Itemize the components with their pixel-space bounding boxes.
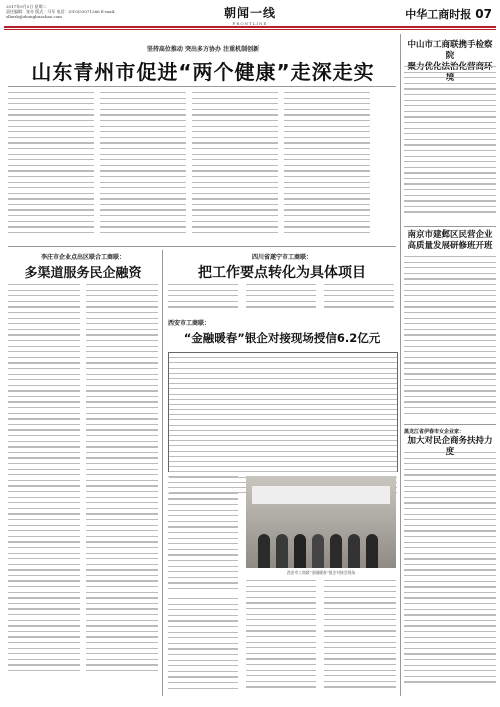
column-divider-right — [400, 34, 401, 696]
story3-body-col-1 — [168, 284, 238, 312]
story4-kicker: 西安市工商联： — [168, 320, 211, 327]
data-table — [168, 352, 398, 472]
news-photo — [246, 476, 396, 568]
story2-body-col-2 — [86, 284, 158, 694]
lead-kicker: 坚持高位推动 突出多方协办 注重机制创新 — [146, 46, 260, 53]
section-title: 朝闻一线 — [223, 6, 276, 20]
date-line: 2017年9月5日 星期二 — [6, 4, 47, 9]
story3-body-col-2 — [246, 284, 316, 312]
lead-body-col-4 — [284, 92, 370, 240]
page-header — [0, 0, 500, 26]
lead-body-col-2 — [100, 92, 186, 240]
header-rule — [4, 26, 496, 28]
photo-person — [258, 534, 270, 568]
story2-body-col-1 — [8, 284, 80, 694]
lead-headline: 山东青州市促进“两个健康”走深走实 — [31, 60, 375, 84]
sidebar-divider — [404, 226, 496, 227]
sidebar-story2-headline: 南京市建邺区民营企业 高质量发展研修班开班 — [407, 230, 493, 251]
story3-headline: 把工作要点转化为具体项目 — [198, 265, 366, 281]
lead-body-col-3 — [192, 92, 278, 240]
story2-headline: 多渠道服务民企融资 — [24, 266, 142, 281]
story4-headline: “金融暖春”银企对接现场授信6.2亿元 — [183, 331, 381, 345]
sidebar-story3-kicker: 黑龙江省伊春市女企业家： — [404, 429, 465, 435]
sidebar-story3-body — [404, 452, 496, 694]
photo-person — [294, 534, 306, 568]
sidebar-story2-body — [404, 256, 496, 420]
photo-banner — [252, 486, 390, 504]
section-title-block — [200, 4, 300, 26]
section-divider — [8, 246, 396, 247]
sidebar-story3-headline: 加大对民企商务扶持力 — [407, 436, 493, 446]
story4-body-col-2 — [168, 598, 238, 694]
contact-line: 责任编辑：张亦 版式：马军 电话：(010)53071266 E-mail: slhezb@zhonghuachao.com — [6, 9, 116, 19]
photo-person — [330, 534, 342, 568]
paper-name: 中华工商时报 — [405, 8, 472, 21]
lead-divider — [8, 86, 396, 87]
page-number: 07 — [475, 7, 492, 21]
sidebar-story1-headline: 中山市工商联携手检察院 — [407, 40, 493, 61]
sidebar-divider — [404, 424, 496, 425]
story4-body-col-4 — [324, 580, 396, 694]
column-divider-left — [162, 250, 163, 696]
story4-body-col-3 — [246, 580, 316, 694]
masthead — [405, 6, 492, 22]
photo-person — [276, 534, 288, 568]
lead-body-col-1 — [8, 92, 94, 240]
story2-kicker: 李庄市企业点出区联合工商联： — [40, 254, 125, 261]
photo-person — [312, 534, 324, 568]
photo-person — [366, 534, 378, 568]
header-rule-thin — [4, 29, 496, 30]
photo-caption: 西安市工商联“金融暖春”银企对接会现场 — [286, 570, 356, 575]
section-subtitle: FRONTLINE — [232, 21, 268, 26]
photo-person — [348, 534, 360, 568]
sidebar-story1-body — [404, 66, 496, 222]
story3-kicker: 四川省遂宁市工商联： — [251, 254, 312, 261]
story4-body-col-1 — [168, 476, 238, 596]
story3-body-col-3 — [324, 284, 394, 312]
header-meta — [6, 4, 166, 19]
